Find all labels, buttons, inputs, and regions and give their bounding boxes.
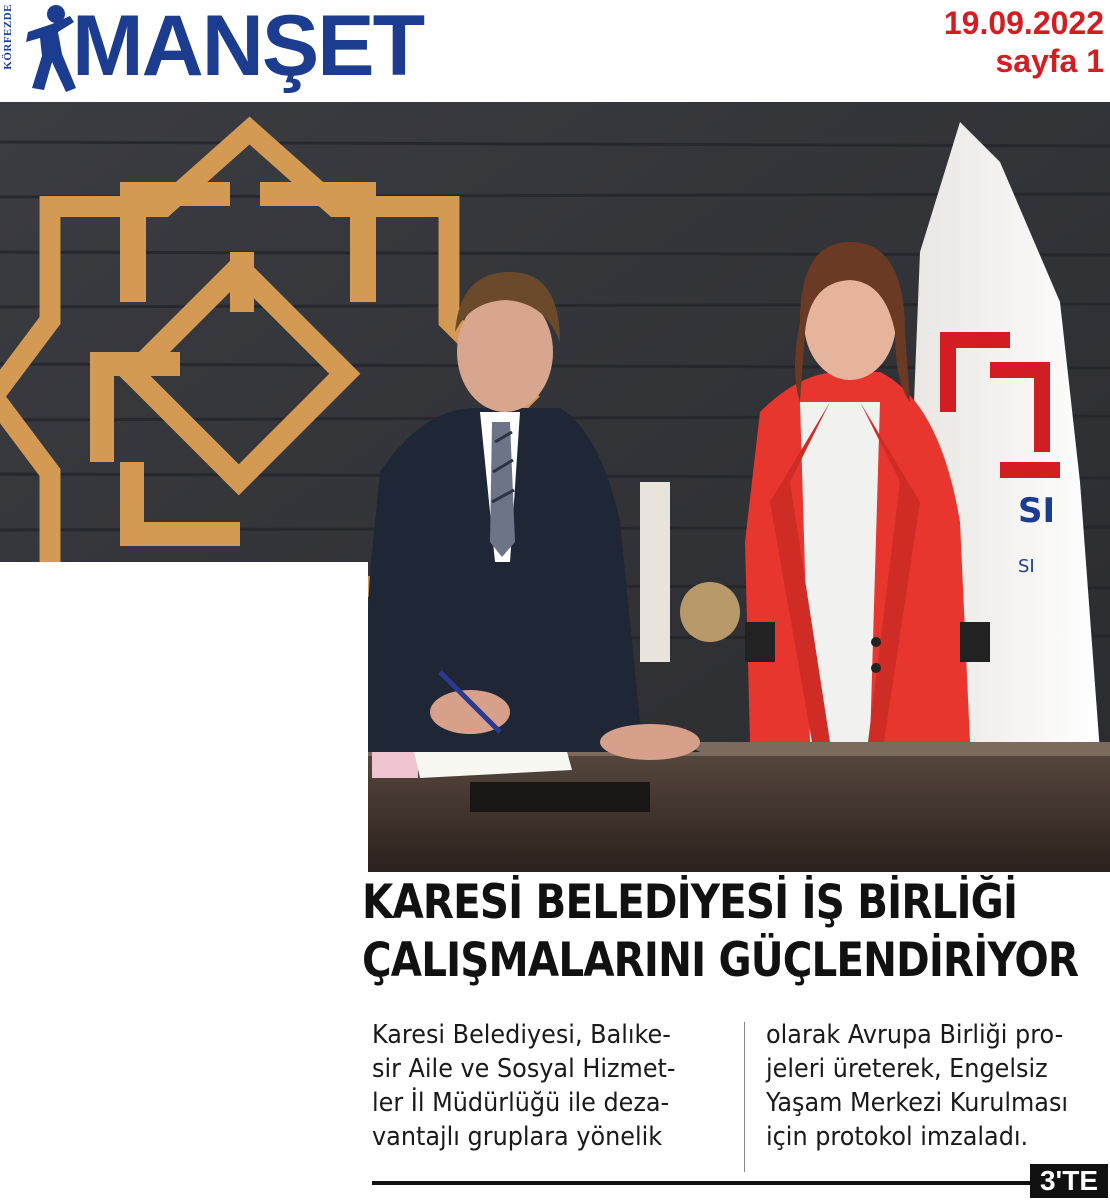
logo-side-text xyxy=(2,4,16,94)
runner-figure-icon xyxy=(18,2,80,94)
article-column-1 xyxy=(372,1018,676,1154)
column-1-line: vantajlı gruplara yönelik xyxy=(372,1122,663,1152)
continued-page-badge: 3'TE xyxy=(1030,1164,1108,1198)
article-column-2 xyxy=(766,1018,1068,1154)
column-2-line: için protokol imzaladı. xyxy=(766,1122,1029,1152)
column-1-line: ler İl Müdürlüğü ile deza- xyxy=(372,1088,670,1118)
issue-info xyxy=(944,4,1104,80)
article-headline xyxy=(362,874,1110,990)
page-number: sayfa 1 xyxy=(995,43,1104,79)
column-2-line: Yaşam Merkezi Kurulması xyxy=(766,1088,1069,1118)
column-1-line: sir Aile ve Sosyal Hizmet- xyxy=(372,1054,676,1084)
masthead xyxy=(0,0,1110,102)
newspaper-logo xyxy=(0,0,424,98)
headline-line-1: KARESİ BELEDİYESİ İŞ BİRLİĞİ xyxy=(362,875,1018,930)
newspaper-title: MANŞET xyxy=(72,0,424,94)
layout-whitespace xyxy=(0,562,368,1200)
column-divider xyxy=(744,1022,745,1172)
column-2-line: jeleri üreterek, Engelsiz xyxy=(766,1054,1048,1084)
article-end-rule xyxy=(372,1181,1030,1185)
column-2-line: olarak Avrupa Birliği pro- xyxy=(766,1020,1064,1050)
column-1-line: Karesi Belediyesi, Balıke- xyxy=(372,1020,671,1050)
issue-date: 19.09.2022 xyxy=(943,5,1104,41)
svg-text:SI: SI xyxy=(1018,556,1035,577)
headline-line-2: ÇALIŞMALARINI GÜÇLENDİRİYOR xyxy=(362,933,1079,988)
logo-side-label: KÖRFEZDE xyxy=(2,4,14,70)
svg-text:SI: SI xyxy=(1018,491,1056,531)
